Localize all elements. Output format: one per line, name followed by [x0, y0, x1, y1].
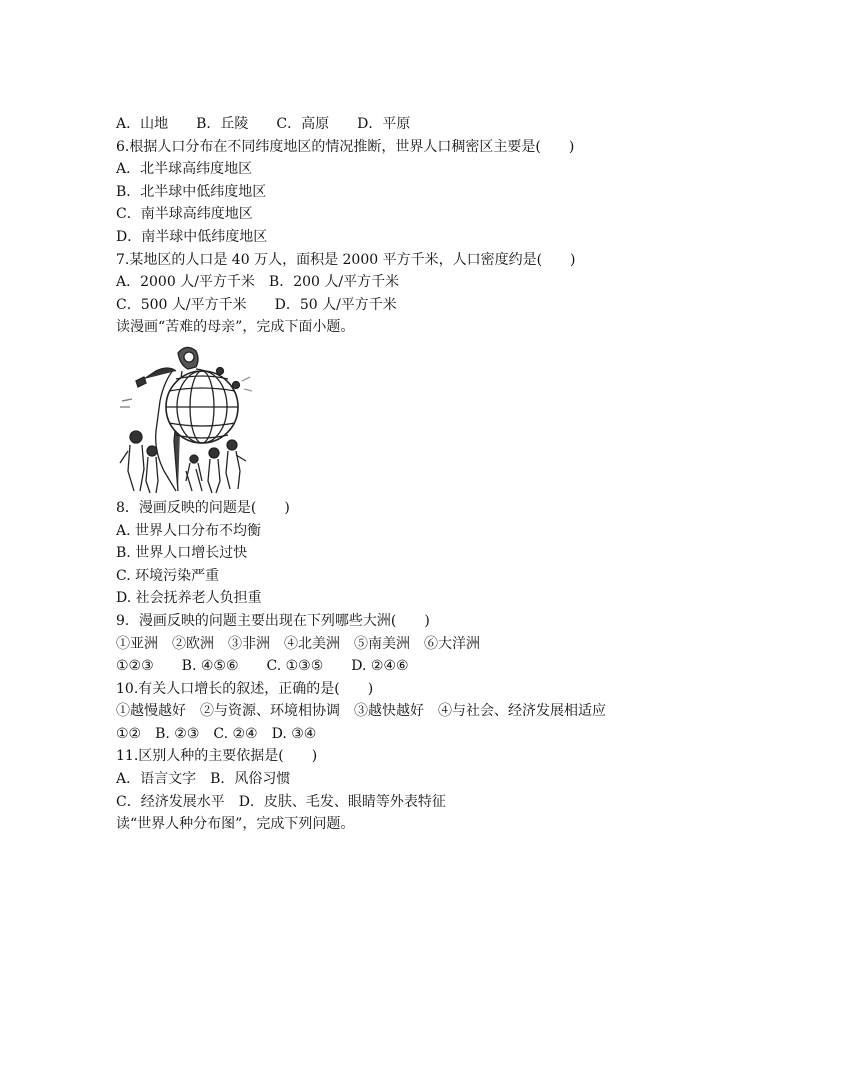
q9-items: ①亚洲 ②欧洲 ③非洲 ④北美洲 ⑤南美洲 ⑥大洋洲	[116, 635, 480, 652]
q7-options-cd: C．500 人/平方千米 D．50 人/平方千米	[116, 296, 397, 313]
q10-options: ①② B. ②③ C. ②④ D. ③④	[116, 725, 317, 742]
q5-options: A．山地 B．丘陵 C．高原 D．平原	[116, 116, 411, 132]
q11-options-cd: C．经济发展水平 D．皮肤、毛发、眼睛等外表特征	[116, 793, 446, 810]
q7-stem: 7.某地区的人口是 40 万人，面积是 2000 平方千米，人口密度约是( )	[116, 251, 576, 268]
q6-option-c: C．南半球高纬度地区	[116, 206, 253, 223]
q9-stem: 9．漫画反映的问题主要出现在下列哪些大洲( )	[116, 612, 430, 629]
q8-option-d: D. 社会抚养老人负担重	[116, 590, 262, 607]
q7-options-ab: A．2000 人/平方千米 B．200 人/平方千米	[116, 274, 400, 291]
cartoon-intro: 读漫画“苦难的母亲”，完成下面小题。	[116, 319, 355, 336]
q8-stem: 8．漫画反映的问题是( )	[116, 499, 290, 516]
q11-stem: 11.区别人种的主要依据是( )	[116, 748, 318, 765]
worksheet-page	[116, 113, 756, 836]
q8-option-a: A. 世界人口分布不均衡	[116, 522, 262, 539]
suffering-mother-cartoon	[116, 341, 254, 496]
map-intro: 读“世界人种分布图”，完成下列问题。	[116, 816, 355, 833]
q10-stem: 10.有关人口增长的叙述，正确的是( )	[116, 680, 374, 697]
q8-option-b: B. 世界人口增长过快	[116, 545, 248, 562]
q9-options: ①②③ B. ④⑤⑥ C. ①③⑤ D. ②④⑥	[116, 658, 409, 675]
q6-option-d: D．南半球中低纬度地区	[116, 228, 268, 245]
q6-option-b: B．北半球中低纬度地区	[116, 183, 267, 200]
q11-options-ab: A．语言文字 B．风俗习惯	[116, 771, 291, 788]
question-block-bottom	[116, 497, 756, 836]
question-block-top	[116, 113, 756, 339]
q6-stem: 6.根据人口分布在不同纬度地区的情况推断，世界人口稠密区主要是( )	[116, 138, 575, 155]
q8-option-c: C. 环境污染严重	[116, 567, 220, 584]
q6-option-a: A．北半球高纬度地区	[116, 161, 253, 178]
q10-items: ①越慢越好 ②与资源、环境相协调 ③越快越好 ④与社会、经济发展相适应	[116, 703, 606, 720]
